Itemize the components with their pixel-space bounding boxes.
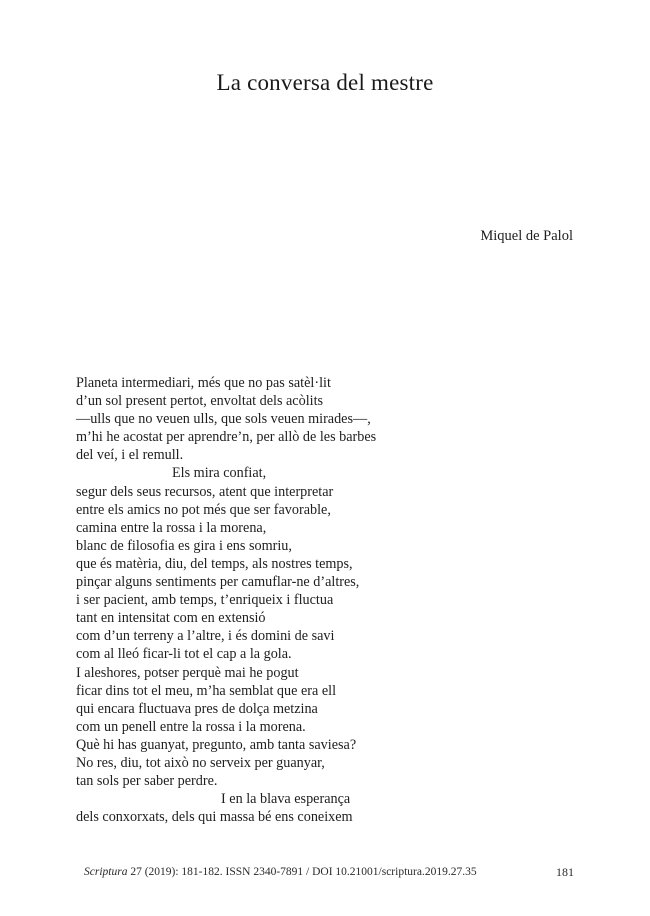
poem-line: I en la blava esperança [221, 791, 351, 808]
poem-line: qui encara fluctuava pres de dolça metzina [76, 700, 318, 717]
poem-line: camina entre la rossa i la morena, [76, 519, 267, 536]
page-title: La conversa del mestre [216, 70, 434, 95]
poem-line: entre els amics no pot més que ser favorable, [76, 501, 331, 518]
poem-line: que és matèria, diu, del temps, als nostres temps, [76, 555, 353, 572]
poem-line: —ulls que no veuen ulls, que sols veuen mirades—, [76, 411, 371, 428]
journal-name: Scriptura [84, 866, 128, 878]
poem-line: I aleshores, potser perquè mai he pogut [76, 664, 299, 681]
citation-text: 27 (2019): 181-182. ISSN 2340-7891 / DOI 10.21001/scriptura.2019.27.35 [127, 866, 477, 878]
poem-line: Planeta intermediari, més que no pas satèl·lit [76, 375, 331, 391]
poem-line: com un penell entre la rossa i la morena. [76, 718, 306, 735]
poem-line: com al lleó ficar-li tot el cap a la gola. [76, 646, 292, 663]
poem-line: ficar dins tot el meu, m’ha semblat que era ell [76, 682, 337, 699]
poem-body [76, 374, 496, 826]
poem-line: Els mira confiat, [172, 465, 267, 482]
poem-line: d’un sol present pertot, envoltat dels acòlits [76, 393, 324, 410]
poem-line: i ser pacient, amb temps, t’enriqueix i fluctua [76, 592, 334, 609]
author-name: Miquel de Palol [480, 228, 573, 244]
poem-line: pinçar alguns sentiments per camuflar-ne d’altres, [76, 574, 360, 591]
page-number: 181 [556, 865, 574, 879]
poem-line: segur dels seus recursos, atent que interpretar [76, 483, 334, 500]
poem-line: tan sols per saber perdre. [76, 773, 218, 790]
poem-line: com d’un terreny a l’altre, i és domini de savi [76, 628, 335, 645]
poem-line: Què hi has guanyat, pregunto, amb tanta saviesa? [76, 736, 357, 753]
poem-line: No res, diu, tot això no serveix per guanyar, [76, 754, 325, 771]
page-footer [84, 864, 574, 880]
poem-line: blanc de filosofia es gira i ens somriu, [76, 537, 292, 554]
poem-line: tant en intensitat com en extensió [76, 610, 266, 627]
poem-line: dels conxorxats, dels qui massa bé ens coneixem [76, 809, 353, 826]
poem-line: del veí, i el remull. [76, 447, 184, 464]
poem-line: m’hi he acostat per aprendre’n, per allò de les barbes [76, 429, 377, 446]
